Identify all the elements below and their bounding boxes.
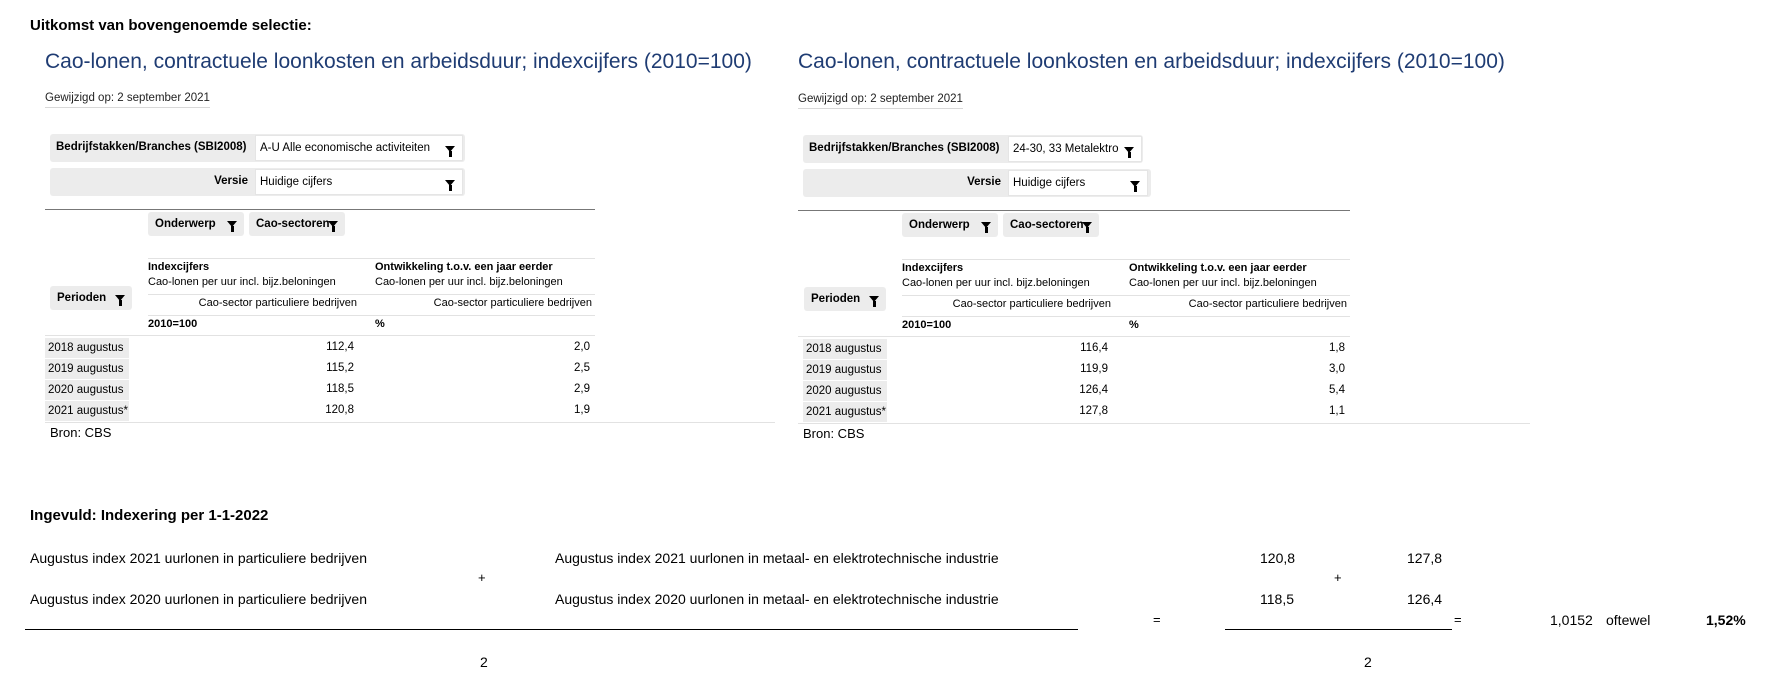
filter-value: Huidige cijfers xyxy=(260,176,333,188)
divisor: 2 xyxy=(1364,654,1372,670)
fraction-bar xyxy=(1225,629,1452,630)
filter-version[interactable] xyxy=(50,168,465,196)
value-b2: 126,4 xyxy=(1407,591,1443,607)
row-divider xyxy=(148,258,595,259)
chip-cao-sectoren[interactable] xyxy=(249,212,345,236)
filter-value: 24-30, 33 Metalektro xyxy=(1013,143,1119,155)
col1-subheader: Cao-lonen per uur incl. bijz.beloningen xyxy=(148,276,336,288)
col1-sector: Cao-sector particuliere bedrijven xyxy=(952,298,1111,310)
chip-perioden[interactable] xyxy=(50,286,132,310)
row-divider xyxy=(902,259,1350,260)
development-value: 1,9 xyxy=(574,404,590,416)
filter-label: Bedrijfstakken/Branches (SBI2008) xyxy=(809,142,1000,154)
col1-unit: 2010=100 xyxy=(148,318,198,330)
period-label: 2021 augustus* xyxy=(45,401,129,421)
filter-icon[interactable] xyxy=(1082,222,1092,228)
divisor: 2 xyxy=(480,654,488,670)
calc-text-a1: Augustus index 2021 uurlonen in particuliere bedrijven xyxy=(30,550,367,566)
filter-label: Bedrijfstakken/Branches (SBI2008) xyxy=(56,141,247,153)
filter-value: A-U Alle economische activiteiten xyxy=(260,142,431,154)
col2-header: Ontwikkeling t.o.v. een jaar eerder xyxy=(1129,262,1307,274)
index-value: 112,4 xyxy=(326,341,354,353)
row-divider xyxy=(798,423,1530,424)
index-value: 127,8 xyxy=(1079,405,1108,417)
index-value: 116,4 xyxy=(1080,342,1108,354)
source-label: Bron: CBS xyxy=(803,426,865,441)
filter-icon[interactable] xyxy=(328,221,338,227)
plus-sign: + xyxy=(1334,570,1342,585)
index-value: 115,2 xyxy=(326,362,354,374)
oftewel-label: oftewel xyxy=(1606,612,1651,628)
index-value: 119,9 xyxy=(1080,363,1108,375)
col2-subheader: Cao-lonen per uur incl. bijz.beloningen xyxy=(375,276,563,288)
calc-text-b1: Augustus index 2021 uurlonen in metaal- en elektrotechnische industrie xyxy=(555,550,999,566)
filter-label: Versie xyxy=(967,176,1001,188)
col2-unit: % xyxy=(1129,319,1139,331)
chip-onderwerp[interactable] xyxy=(148,212,244,236)
row-divider xyxy=(45,422,775,423)
col1-subheader: Cao-lonen per uur incl. bijz.beloningen xyxy=(902,277,1090,289)
separator xyxy=(45,209,595,210)
col1-sector: Cao-sector particuliere bedrijven xyxy=(198,297,357,309)
row-divider xyxy=(798,336,1350,337)
value-a2: 118,5 xyxy=(1260,591,1294,607)
equals-sign: = xyxy=(1153,612,1161,627)
col2-unit: % xyxy=(375,318,385,330)
development-value: 1,8 xyxy=(1329,342,1345,354)
separator xyxy=(798,210,1350,211)
filter-version[interactable] xyxy=(803,169,1151,197)
filter-value: Huidige cijfers xyxy=(1013,177,1086,189)
development-value: 2,0 xyxy=(574,341,590,353)
col1-unit: 2010=100 xyxy=(902,319,952,331)
chip-label: Cao-sectoren xyxy=(256,218,330,230)
filter-icon[interactable] xyxy=(981,222,991,228)
development-value: 2,5 xyxy=(574,362,590,374)
filter-value-field[interactable] xyxy=(1008,136,1142,162)
calc-heading: Ingevuld: Indexering per 1-1-2022 xyxy=(30,507,269,524)
result-percent: 1,52% xyxy=(1706,612,1746,628)
period-label: 2020 augustus xyxy=(803,381,887,401)
filter-icon[interactable] xyxy=(869,296,879,302)
filter-value-field[interactable] xyxy=(1008,170,1148,196)
table-title: Cao-lonen, contractuele loonkosten en arbeidsduur; indexcijfers (2010=100) xyxy=(45,50,752,73)
filter-label: Versie xyxy=(214,175,248,187)
chip-label: Cao-sectoren xyxy=(1010,219,1084,231)
col2-header: Ontwikkeling t.o.v. een jaar eerder xyxy=(375,261,553,273)
filter-icon[interactable] xyxy=(1124,147,1134,153)
filter-branches[interactable] xyxy=(50,134,465,162)
modified-date: Gewijzigd op: 2 september 2021 xyxy=(45,92,210,108)
period-label: 2018 augustus xyxy=(45,338,129,358)
row-divider xyxy=(148,315,595,316)
index-value: 126,4 xyxy=(1079,384,1108,396)
period-label: 2018 augustus xyxy=(803,339,887,359)
filter-value-field[interactable] xyxy=(255,135,463,161)
period-label: 2019 augustus xyxy=(803,360,887,380)
development-value: 1,1 xyxy=(1329,405,1345,417)
row-divider xyxy=(148,294,595,295)
chip-label: Onderwerp xyxy=(909,219,970,231)
index-value: 118,5 xyxy=(326,383,354,395)
col1-header: Indexcijfers xyxy=(902,262,964,274)
filter-icon[interactable] xyxy=(445,180,455,186)
chip-perioden[interactable] xyxy=(804,287,886,311)
col2-sector: Cao-sector particuliere bedrijven xyxy=(1188,298,1347,310)
filter-value-field[interactable] xyxy=(255,169,463,195)
plus-sign: + xyxy=(478,570,486,585)
chip-label: Onderwerp xyxy=(155,218,216,230)
fraction-bar xyxy=(25,629,1078,630)
calc-text-b2: Augustus index 2020 uurlonen in metaal- en elektrotechnische industrie xyxy=(555,591,999,607)
filter-icon[interactable] xyxy=(227,221,237,227)
chip-label: Perioden xyxy=(811,293,861,305)
table-panel-right xyxy=(798,44,1538,464)
value-b1: 127,8 xyxy=(1407,550,1443,566)
development-value: 2,9 xyxy=(574,383,590,395)
row-divider xyxy=(902,295,1350,296)
table-title: Cao-lonen, contractuele loonkosten en arbeidsduur; indexcijfers (2010=100) xyxy=(798,50,1505,73)
col2-sector: Cao-sector particuliere bedrijven xyxy=(433,297,592,309)
calc-text-a2: Augustus index 2020 uurlonen in particuliere bedrijven xyxy=(30,591,367,607)
development-value: 3,0 xyxy=(1329,363,1345,375)
result-value: 1,0152 xyxy=(1550,612,1593,628)
period-label: 2021 augustus* xyxy=(803,402,887,422)
period-label: 2019 augustus xyxy=(45,359,129,379)
row-divider xyxy=(45,335,595,336)
period-label: 2020 augustus xyxy=(45,380,129,400)
filter-icon[interactable] xyxy=(115,295,125,301)
filter-icon[interactable] xyxy=(1130,181,1140,187)
chip-cao-sectoren[interactable] xyxy=(1003,213,1099,237)
source-label: Bron: CBS xyxy=(50,425,112,440)
col1-header: Indexcijfers xyxy=(148,261,210,273)
index-value: 120,8 xyxy=(325,404,354,416)
table-panel-left xyxy=(45,44,785,464)
filter-branches[interactable] xyxy=(803,135,1143,163)
equals-sign: = xyxy=(1454,612,1462,627)
modified-date: Gewijzigd op: 2 september 2021 xyxy=(798,93,963,109)
chip-label: Perioden xyxy=(57,292,107,304)
selection-heading: Uitkomst van bovengenoemde selectie: xyxy=(30,17,312,34)
chip-onderwerp[interactable] xyxy=(902,213,998,237)
filter-icon[interactable] xyxy=(445,146,455,152)
row-divider xyxy=(902,316,1350,317)
development-value: 5,4 xyxy=(1329,384,1345,396)
col2-subheader: Cao-lonen per uur incl. bijz.beloningen xyxy=(1129,277,1317,289)
value-a1: 120,8 xyxy=(1260,550,1296,566)
